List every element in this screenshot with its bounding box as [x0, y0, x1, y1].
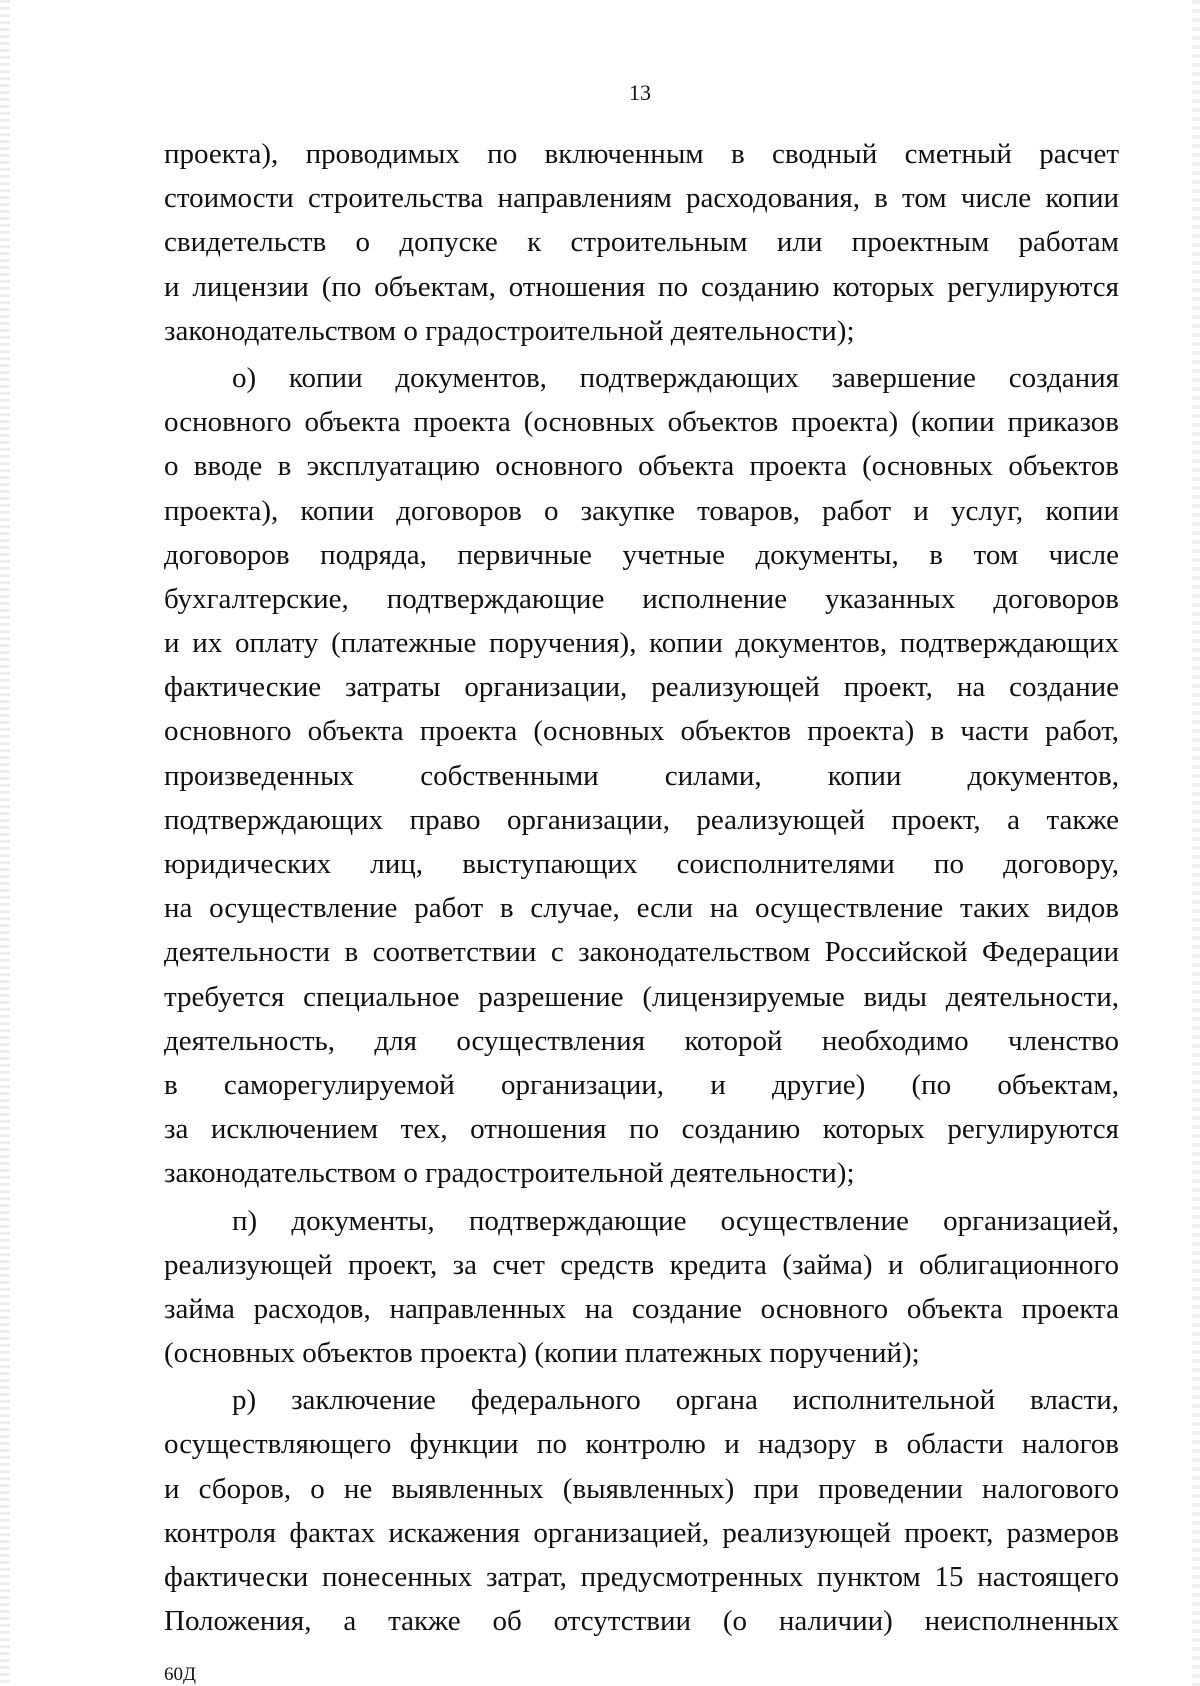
text-line: законодательством о градостроительной деятельности); [164, 314, 855, 347]
text-line: в саморегулируемой организации, и другие) (по объектам, [164, 1068, 1119, 1101]
text-line: договоров подряда, первичные учетные документы, в том числе [164, 538, 1119, 571]
text-line: р) заключение федерального органа исполнительной власти, [232, 1384, 1119, 1417]
text-line: проекта), копии договоров о закупке товаров, работ и услуг, копии [164, 494, 1119, 527]
text-line: фактические затраты организации, реализующей проект, на создание [164, 671, 1119, 704]
text-line: о) копии документов, подтверждающих завершение создания [232, 361, 1119, 394]
paragraph [164, 356, 1119, 1196]
text-line: Положения, а также об отсутствии (о наличии) неисполненных [164, 1605, 1119, 1638]
text-line: и лицензии (по объектам, отношения по созданию которых регулируются [164, 270, 1119, 303]
text-line: основного объекта проекта (основных объектов проекта) (копии приказов [164, 406, 1119, 439]
text-line: основного объекта проекта (основных объектов проекта) в части работ, [164, 715, 1119, 748]
text-line: произведенных собственными силами, копии документов, [164, 759, 1119, 792]
text-line: о вводе в эксплуатацию основного объекта проекта (основных объектов [164, 450, 1119, 483]
text-line: реализующей проект, за счет средств кредита (займа) и облигационного [164, 1248, 1119, 1281]
text-line: требуется специальное разрешение (лицензируемые виды деятельности, [164, 980, 1119, 1013]
text-line: осуществляющего функции по контролю и надзору в области налогов [164, 1428, 1119, 1461]
scan-edge-right [1192, 0, 1200, 1686]
text-line: и их оплату (платежные поручения), копии документов, подтверждающих [164, 627, 1119, 660]
document-body [164, 132, 1119, 1646]
text-line: и сборов, о не выявленных (выявленных) при проведении налогового [164, 1472, 1119, 1505]
text-line: свидетельств о допуске к строительным или проектным работам [164, 226, 1119, 259]
text-line: деятельности в соответствии с законодательством Российской Федерации [164, 936, 1119, 969]
page-number: 13 [629, 80, 651, 105]
text-line: на осуществление работ в случае, если на осуществление таких видов [164, 892, 1119, 925]
text-line: деятельность, для осуществления которой необходимо членство [164, 1024, 1119, 1057]
paragraph [164, 1199, 1119, 1376]
text-line: законодательством о градостроительной деятельности); [164, 1157, 855, 1190]
text-line: подтверждающих право организации, реализующей проект, а также [164, 803, 1119, 836]
paragraph [164, 1378, 1119, 1643]
text-line: бухгалтерские, подтверждающие исполнение указанных договоров [164, 582, 1119, 615]
text-line: юридических лиц, выступающих соисполнителями по договору, [164, 848, 1119, 880]
footer-code: 60Д [164, 1664, 196, 1685]
text-line: п) документы, подтверждающие осуществление организацией, [232, 1204, 1119, 1237]
scan-edge-left [0, 0, 10, 1686]
text-line: проекта), проводимых по включенным в сводный сметный расчет [164, 138, 1119, 170]
text-line: стоимости строительства направлениям расходования, в том числе копии [164, 182, 1119, 215]
text-line: за исключением тех, отношения по созданию которых регулируются [164, 1113, 1119, 1146]
text-line: фактически понесенных затрат, предусмотренных пунктом 15 настоящего [164, 1561, 1119, 1593]
text-line: контроля фактах искажения организацией, реализующей проект, размеров [164, 1516, 1119, 1549]
paragraph [164, 132, 1119, 353]
text-line: займа расходов, направленных на создание основного объекта проекта [164, 1292, 1119, 1325]
text-line: (основных объектов проекта) (копии платежных поручений); [164, 1337, 920, 1370]
